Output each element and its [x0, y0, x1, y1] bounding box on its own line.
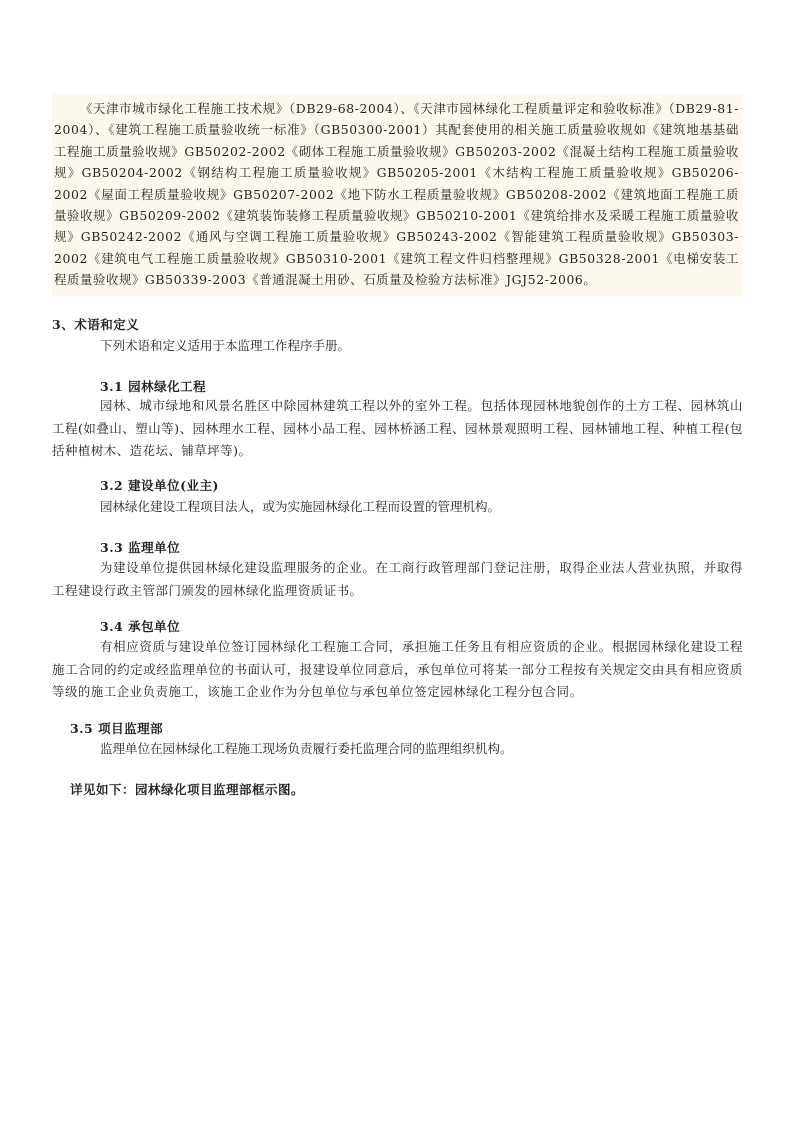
section-3-4-body: 有相应资质与建设单位签订园林绿化工程施工合同，承担施工任务且有相应资质的企业。根据园林绿化建设工程施工合同的约定或经监理单位的书面认可，报建设单位同意后，承包单位可将某一部分工程按有关规定交由具有相应资质等级的施工企业负责施工，该施工企业作为分包单位与承包单位签定园林绿化工程分包合同。	[52, 639, 743, 700]
section-3-heading: 3、术语和定义	[52, 317, 140, 332]
section-3-2-body: 园林绿化建设工程项目法人，或为实施园林绿化工程而设置的管理机构。	[100, 499, 501, 514]
section-3-3-heading: 3.3 监理单位	[100, 540, 181, 555]
section-3-2-heading: 3.2 建设单位(业主)	[100, 478, 219, 493]
section-3-5-heading: 3.5 项目监理部	[70, 721, 164, 736]
section-3-4-heading: 3.4 承包单位	[100, 619, 181, 634]
section-3-5-body: 监理单位在园林绿化工程施工现场负责履行委托监理合同的监理组织机构。	[100, 741, 513, 756]
section-3-intro: 下列术语和定义适用于本监理工作程序手册。	[100, 338, 351, 353]
references-block	[52, 94, 743, 296]
section-3-3-body: 为建设单位提供园林绿化建设监理服务的企业。在工商行政管理部门登记注册，取得企业法人营业执照，并取得工程建设行政主管部门颁发的园林绿化监理资质证书。	[52, 560, 743, 598]
section-3-1-body: 园林、城市绿地和风景名胜区中除园林建筑工程以外的室外工程。包括体现园林地貌创作的土方工程、园林筑山工程(如叠山、塑山等)、园林理水工程、园林小品工程、园林桥涵工程、园林景观照明工程、园林铺地工程、种植工程(包括种植树木、造花坛、铺草坪等)。	[52, 398, 743, 459]
section-3-1-heading: 3.1 园林绿化工程	[100, 379, 207, 394]
references-paragraph: 《天津市城市绿化工程施工技术规》（DB29-68-2004）、《天津市园林绿化工程质量评定和验收标准》（DB29-81-2004）、《建筑工程施工质量验收统一标准》（GB50300-2001）其配套使用的相关施工质量验收规如《建筑地基基础工程施工质量验收规》GB50202-2002《砌体工程施工质量验收规》GB50203-2002《混凝土结构工程施工质量验收规》GB50204-2002《钢结构工程施工质量验收规》GB50205-2001《木结构工程施工质量验收规》GB50206-2002《屋面工程质量验收规》GB50207-2002《地下防水工程质量验收规》GB50208-2002《建筑地面工程施工质量验收规》GB50209-2002《建筑装饰装修工程质量验收规》GB50210-2001《建筑给排水及采暖工程施工质量验收规》GB50242-2002《通风与空调工程施工质量验收规》GB50243-2002《智能建筑工程质量验收规》GB50303-2002《建筑电气工程施工质量验收规》GB50310-2001《建筑工程文件归档整理规》GB50328-2001《电梯安装工程质量验收规》GB50339-2003《普通混凝土用砂、石质量及检验方法标准》JGJ52-2006。	[54, 101, 739, 288]
footer-note: 详见如下：园林绿化项目监理部框示图。	[70, 782, 305, 797]
